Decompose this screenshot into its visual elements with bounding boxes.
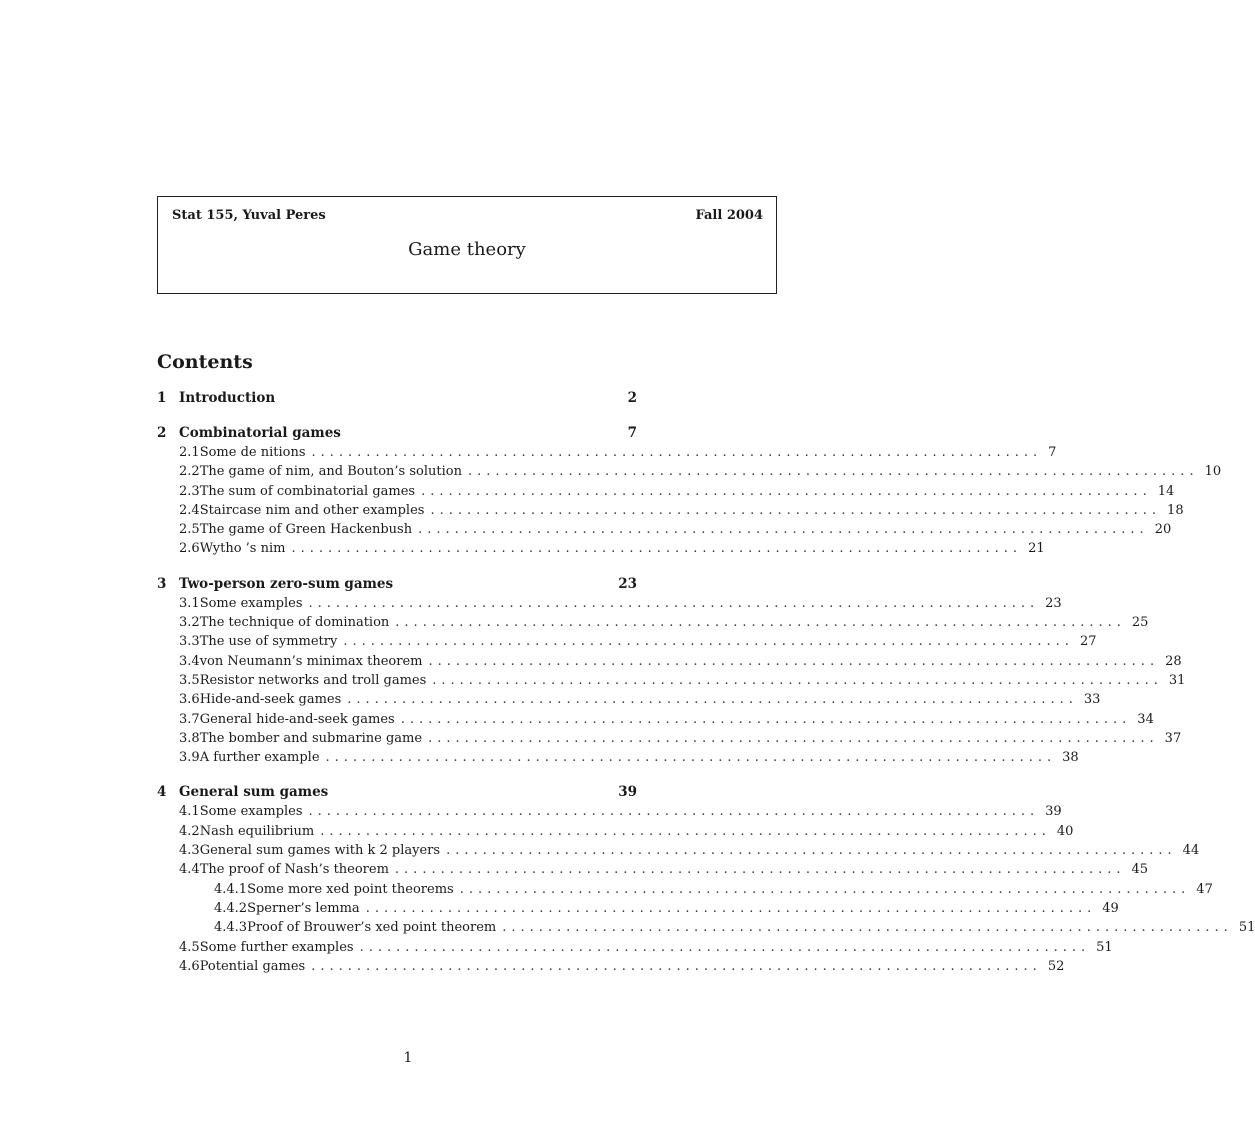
toc-chapter <box>157 388 637 408</box>
toc-section-row[interactable] <box>157 539 1045 558</box>
section-title: Sperner’s lemma <box>247 900 360 916</box>
section-title: General hide-and-seek games <box>199 711 395 727</box>
section-number: 3.1 <box>179 595 200 611</box>
toc-chapter <box>157 574 1186 768</box>
dot-leader: ................................................................................ <box>428 653 1160 669</box>
section-page: 40 <box>1056 823 1074 839</box>
section-page: 21 <box>1028 541 1045 557</box>
toc-section-row[interactable] <box>157 822 1074 841</box>
toc-chapter-row[interactable] <box>157 423 637 443</box>
section-title: Some examples <box>199 595 303 611</box>
chapter-page: 7 <box>627 425 637 441</box>
section-number: 2.1 <box>179 445 200 460</box>
section-number: 4.4.3 <box>214 920 248 936</box>
document-title: Game theory <box>408 239 526 260</box>
dot-leader: ................................................................................ <box>459 881 1191 897</box>
section-title: The proof of Nash’s theorem <box>199 862 389 878</box>
section-page: 38 <box>1062 750 1079 766</box>
toc-chapter-row[interactable] <box>157 574 637 594</box>
section-title: Some examples <box>199 804 303 820</box>
section-title: Some more xed point theorems <box>247 881 454 897</box>
dot-leader: ................................................................................ <box>308 595 1040 611</box>
section-page: 18 <box>1167 502 1184 518</box>
section-number: 2.5 <box>179 522 200 538</box>
section-number: 4.6 <box>179 958 200 974</box>
toc-section-row[interactable] <box>157 802 1062 821</box>
toc-section-row[interactable] <box>157 462 1222 481</box>
section-number: 2.3 <box>179 483 200 499</box>
chapter-title: General sum games <box>179 784 329 801</box>
section-title: The technique of domination <box>199 615 390 631</box>
section-page: 14 <box>1157 483 1175 499</box>
dot-leader: ................................................................................ <box>308 804 1040 820</box>
section-number: 4.1 <box>179 804 200 820</box>
section-number: 3.4 <box>179 653 200 669</box>
toc-section-row[interactable] <box>157 841 1200 860</box>
toc-section-row[interactable] <box>157 482 1175 501</box>
section-page: 51 <box>1238 920 1255 936</box>
section-page: 28 <box>1165 653 1182 669</box>
section-page: 10 <box>1204 464 1222 480</box>
section-page: 7 <box>1048 445 1057 460</box>
chapter-page: 39 <box>618 784 637 801</box>
contents-heading: Contents <box>157 351 253 373</box>
toc-chapter <box>157 423 1222 559</box>
section-number: 2.6 <box>179 541 200 557</box>
toc-section-row[interactable] <box>157 671 1186 690</box>
chapter-number: 2 <box>157 425 167 441</box>
section-page: 52 <box>1047 958 1065 974</box>
section-title: Resistor networks and troll games <box>199 672 427 688</box>
section-number: 3.8 <box>179 730 200 746</box>
toc-section-row[interactable] <box>157 710 1154 729</box>
toc-section-row[interactable] <box>157 632 1097 651</box>
section-title: The sum of combinatorial games <box>199 483 416 499</box>
chapter-page: 2 <box>627 390 637 406</box>
section-number: 3.7 <box>179 711 200 727</box>
section-number: 4.2 <box>179 823 200 839</box>
toc-section-row[interactable] <box>157 613 1149 632</box>
toc-section-row[interactable] <box>157 443 1057 462</box>
section-title: Proof of Brouwer’s xed point theorem <box>247 920 497 936</box>
term-label: Fall 2004 <box>695 208 763 223</box>
chapter-title: Combinatorial games <box>179 425 341 441</box>
course-label: Stat 155, Yuval Peres <box>172 208 326 223</box>
section-title: von Neumann’s minimax theorem <box>199 653 423 669</box>
toc-subsection-row[interactable] <box>157 918 1255 937</box>
toc-section-row[interactable] <box>157 501 1184 520</box>
section-number: 4.5 <box>179 939 200 955</box>
dot-leader: ................................................................................ <box>502 920 1233 936</box>
toc-section-row[interactable] <box>157 594 1062 613</box>
section-page: 49 <box>1102 900 1119 916</box>
chapter-number: 1 <box>157 390 167 406</box>
section-page: 25 <box>1131 615 1149 631</box>
section-page: 27 <box>1079 634 1097 650</box>
dot-leader: ................................................................................ <box>343 634 1074 650</box>
toc-section-row[interactable] <box>157 729 1182 748</box>
section-title: The bomber and submarine game <box>199 730 423 746</box>
section-title: Some de nitions <box>199 445 306 460</box>
section-number: 3.2 <box>179 615 200 631</box>
section-page: 23 <box>1045 595 1062 611</box>
toc-chapter-row[interactable] <box>157 782 637 802</box>
section-number: 3.5 <box>179 672 200 688</box>
section-page: 33 <box>1083 692 1101 708</box>
dot-leader: ................................................................................ <box>446 843 1177 859</box>
section-page: 39 <box>1045 804 1062 820</box>
table-of-contents <box>157 388 1255 991</box>
dot-leader: ................................................................................ <box>432 672 1163 688</box>
dot-leader: ................................................................................ <box>359 939 1091 955</box>
section-page: 51 <box>1096 939 1113 955</box>
toc-section-row[interactable] <box>157 520 1172 539</box>
dot-leader: ................................................................................ <box>311 445 1043 460</box>
section-title: The game of Green Hackenbush <box>199 522 413 538</box>
dot-leader: ................................................................................ <box>291 541 1023 557</box>
dot-leader: ................................................................................ <box>430 502 1162 518</box>
dot-leader: ................................................................................ <box>320 823 1051 839</box>
section-number: 3.6 <box>179 692 200 708</box>
section-number: 2.4 <box>179 502 200 518</box>
chapter-number: 4 <box>157 784 167 801</box>
dot-leader: ................................................................................ <box>395 615 1126 631</box>
section-number: 3.9 <box>179 750 200 766</box>
section-page: 44 <box>1182 843 1200 859</box>
section-page: 45 <box>1131 862 1149 878</box>
toc-chapter-row[interactable] <box>157 388 637 408</box>
section-title: General sum games with k 2 players <box>199 843 441 859</box>
chapter-number: 3 <box>157 575 167 592</box>
chapter-title: Introduction <box>179 390 276 406</box>
section-title: A further example <box>199 750 320 766</box>
section-number: 4.3 <box>179 843 200 859</box>
dot-leader: ................................................................................ <box>347 692 1078 708</box>
section-number: 2.2 <box>179 464 200 480</box>
section-title: Potential games <box>199 958 306 974</box>
section-page: 47 <box>1196 881 1213 897</box>
toc-section-row[interactable] <box>157 652 1182 671</box>
dot-leader: ................................................................................ <box>365 900 1097 916</box>
section-page: 37 <box>1164 730 1182 746</box>
section-number: 4.4 <box>179 862 200 878</box>
section-number: 3.3 <box>179 634 200 650</box>
toc-chapter <box>157 782 1255 976</box>
dot-leader: ................................................................................ <box>394 862 1126 878</box>
section-title: Wytho ’s nim <box>199 541 286 557</box>
section-title: Hide-and-seek games <box>199 692 342 708</box>
dot-leader: ................................................................................ <box>400 711 1132 727</box>
toc-subsection-row[interactable] <box>157 880 1213 899</box>
toc-section-row[interactable] <box>157 938 1113 957</box>
toc-section-row[interactable] <box>157 690 1101 709</box>
dot-leader: ................................................................................ <box>467 464 1199 480</box>
toc-section-row[interactable] <box>157 957 1065 976</box>
chapter-title: Two-person zero-sum games <box>179 575 394 592</box>
section-title: Nash equilibrium <box>199 823 315 839</box>
section-number: 4.4.2 <box>214 900 248 916</box>
section-number: 4.4.1 <box>214 881 248 897</box>
dot-leader: ................................................................................ <box>421 483 1152 499</box>
dot-leader: ................................................................................ <box>311 958 1042 974</box>
dot-leader: ................................................................................ <box>325 750 1057 766</box>
section-title: Staircase nim and other examples <box>199 502 425 518</box>
toc-subsection-row[interactable] <box>157 899 1119 918</box>
chapter-page: 23 <box>618 575 637 592</box>
dot-leader: ................................................................................ <box>418 522 1149 538</box>
section-title: The game of nim, and Bouton’s solution <box>199 464 462 480</box>
section-page: 31 <box>1168 672 1186 688</box>
section-title: Some further examples <box>199 939 354 955</box>
dot-leader: ................................................................................ <box>428 730 1159 746</box>
page-number: 1 <box>403 1050 413 1066</box>
section-page: 34 <box>1137 711 1154 727</box>
header-box <box>157 196 777 294</box>
section-title: The use of symmetry <box>199 634 338 650</box>
toc-section-row[interactable] <box>157 748 1079 767</box>
section-page: 20 <box>1154 522 1172 538</box>
toc-section-row[interactable] <box>157 860 1149 879</box>
